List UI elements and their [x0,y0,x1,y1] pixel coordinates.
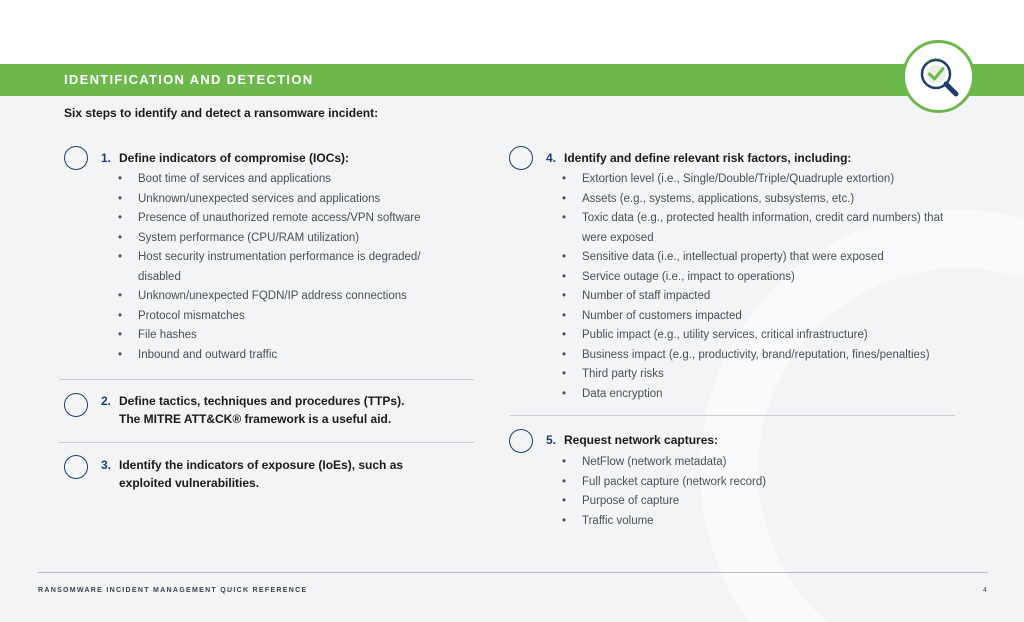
list-item: • Sensitive data (i.e., intellectual property) that were exposed [562,248,957,268]
step-5-bullet-list [562,453,957,531]
step-title-line2: exploited vulnerabilities. [119,476,260,490]
footer-title: RANSOMWARE INCIDENT MANAGEMENT QUICK REFERENCE [38,587,308,594]
step-number: 5. [546,433,557,447]
step-4-circle [509,146,533,170]
step-number: 3. [101,458,112,472]
list-item: • File hashes [118,326,463,346]
list-item: • Host security instrumentation performance is degraded/ disabled [118,248,463,287]
list-item: • Public impact (e.g., utility services, critical infrastructure) [562,326,957,346]
step-2-circle [64,393,88,417]
step-title: Identify and define relevant risk factors, including: [564,151,852,165]
list-item: • Unknown/unexpected FQDN/IP address connections [118,287,463,307]
top-white-band [0,0,1024,64]
list-item: • Boot time of services and applications [118,170,463,190]
list-item: • Unknown/unexpected services and applications [118,190,463,210]
step-3-heading [101,456,469,492]
divider [59,379,474,380]
step-4-heading [546,149,852,167]
step-1-circle [64,146,88,170]
magnifier-check-badge [902,40,975,113]
step-2-heading [101,392,469,428]
list-item: • Toxic data (e.g., protected health information, credit card numbers) that were exposed [562,209,957,248]
step-1-bullet-list [118,170,463,365]
list-item: • Assets (e.g., systems, applications, subsystems, etc.) [562,190,957,210]
list-item: • Number of staff impacted [562,287,957,307]
step-title: Request network captures: [564,433,719,447]
section-banner [0,64,1024,96]
list-item: • System performance (CPU/RAM utilization) [118,229,463,249]
section-title: IDENTIFICATION AND DETECTION [64,72,314,87]
step-5-heading [546,431,719,449]
list-item: • Third party risks [562,365,957,385]
step-title: Define tactics, techniques and procedures (TTPs). [119,394,405,408]
list-item: • Traffic volume [562,512,957,532]
list-item: • Purpose of capture [562,492,957,512]
list-item: • Business impact (e.g., productivity, brand/reputation, fines/penalties) [562,346,957,366]
list-item: • Data encryption [562,385,957,405]
step-1-heading [101,149,350,167]
step-number: 4. [546,151,557,165]
list-item: • Full packet capture (network record) [562,473,957,493]
page-number: 4 [983,587,987,594]
list-item: • NetFlow (network metadata) [562,453,957,473]
step-number: 2. [101,394,112,408]
step-4-bullet-list [562,170,957,404]
intro-text: Six steps to identify and detect a ransomware incident: [64,106,379,120]
list-item: • Presence of unauthorized remote access/VPN software [118,209,463,229]
step-number: 1. [101,151,112,165]
step-title-line2: The MITRE ATT&CK® framework is a useful aid. [119,412,392,426]
footer-divider [38,572,988,573]
list-item: • Number of customers impacted [562,307,957,327]
divider [510,415,955,416]
step-title: Identify the indicators of exposure (IoEs), such as [119,458,404,472]
step-5-circle [509,429,533,453]
list-item: • Inbound and outward traffic [118,346,463,366]
list-item: • Extortion level (i.e., Single/Double/Triple/Quadruple extortion) [562,170,957,190]
divider [59,442,474,443]
magnifier-check-icon [915,53,965,103]
list-item: • Service outage (i.e., impact to operations) [562,268,957,288]
list-item: • Protocol mismatches [118,307,463,327]
step-title: Define indicators of compromise (IOCs): [119,151,350,165]
step-3-circle [64,455,88,479]
